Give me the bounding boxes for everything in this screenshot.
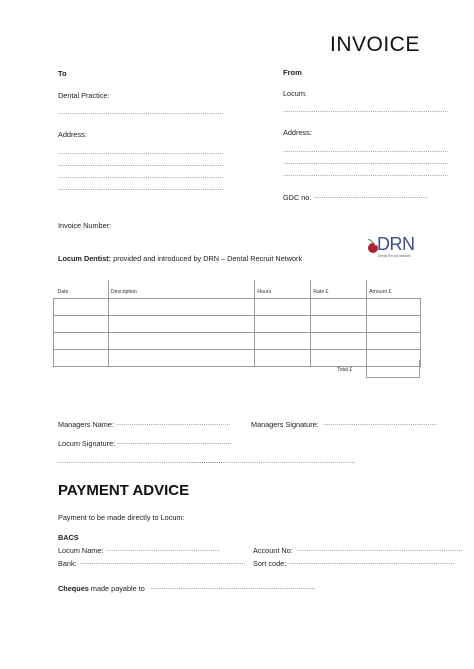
managers-name-label: Managers Name:	[58, 420, 114, 429]
to-address-line-3[interactable]: ……………………………………………………………………………	[58, 174, 224, 180]
cell-description[interactable]	[108, 299, 255, 316]
bank-label: Bank:	[58, 559, 77, 568]
bank-field[interactable]: ……………………………………………………………………………	[80, 560, 246, 566]
cell-date[interactable]	[54, 299, 109, 316]
cell-description[interactable]	[108, 316, 255, 333]
header-hours: Hours	[255, 280, 311, 299]
locum-name-field[interactable]: ……………………………………………………	[106, 547, 221, 553]
locum-dentist-text: provided and introduced by DRN – Dental Recruit Network	[113, 254, 303, 263]
dental-practice-label: Dental Practice:	[58, 91, 110, 100]
cell-rate[interactable]	[311, 333, 367, 350]
cell-rate[interactable]	[311, 350, 367, 367]
sort-code-field[interactable]: ……………………………………………………………………………	[289, 560, 455, 566]
header-date: Date	[57, 289, 69, 295]
table-header-row	[54, 280, 421, 299]
from-address-line-1[interactable]: ……………………………………………………………………………	[283, 148, 449, 154]
to-address-label: Address:	[58, 130, 87, 139]
cell-description[interactable]	[108, 333, 255, 350]
locum-dentist-line	[58, 254, 302, 263]
header-amount: Amount £	[367, 280, 421, 299]
managers-signature-field[interactable]: ……………………………………………………	[323, 421, 438, 427]
cell-description[interactable]	[108, 350, 255, 367]
total-label: Total £	[337, 367, 353, 373]
to-address-line-1[interactable]: ……………………………………………………………………………	[58, 150, 224, 156]
cell-amount[interactable]	[367, 316, 421, 333]
cheques-line	[58, 584, 145, 593]
payment-advice-title: PAYMENT ADVICE	[58, 482, 190, 499]
cell-date[interactable]	[54, 333, 109, 350]
to-address-line-2[interactable]: ……………………………………………………………………………	[58, 162, 224, 168]
locum-dentist-bold: Locum Dentist:	[58, 254, 112, 263]
gdc-field[interactable]: ……………………………………………………	[314, 194, 429, 200]
header-rate: Rate £	[311, 280, 367, 299]
cell-rate[interactable]	[311, 316, 367, 333]
cell-date[interactable]	[54, 350, 109, 367]
from-address-label: Address:	[283, 128, 312, 137]
gdc-label: GDC no.	[283, 193, 312, 202]
cell-date[interactable]	[54, 316, 109, 333]
table-row	[54, 316, 421, 333]
sort-code-label: Sort code:	[253, 559, 287, 568]
from-address-line-3[interactable]: ……………………………………………………………………………	[283, 172, 449, 178]
cell-hours[interactable]	[255, 316, 311, 333]
dental-practice-field[interactable]: ……………………………………………………………………………	[58, 110, 224, 116]
drn-logo-subtext: Dental Recruit Network	[378, 254, 411, 258]
cell-hours[interactable]	[255, 350, 311, 367]
cell-amount[interactable]	[367, 299, 421, 316]
cut-line-divider-2: ……………………………………………………………………………	[190, 459, 356, 465]
locum-label: Locum:	[283, 89, 307, 98]
drn-logo	[366, 232, 418, 262]
locum-signature-label: Locum Signature:	[58, 439, 116, 448]
locum-signature-field[interactable]: ……………………………………………………	[117, 440, 232, 446]
payment-intro: Payment to be made directly to Locum:	[58, 513, 185, 522]
total-field[interactable]	[366, 360, 420, 378]
to-heading: To	[58, 69, 67, 78]
locum-name-label: Locum Name:	[58, 546, 104, 555]
cell-hours[interactable]	[255, 333, 311, 350]
bacs-heading: BACS	[58, 533, 79, 542]
locum-field[interactable]: ……………………………………………………………………………	[283, 108, 449, 114]
cell-rate[interactable]	[311, 299, 367, 316]
to-address-line-4[interactable]: ……………………………………………………………………………	[58, 186, 224, 192]
from-heading: From	[283, 68, 302, 77]
cell-hours[interactable]	[255, 299, 311, 316]
table-row	[54, 333, 421, 350]
invoice-table	[53, 280, 421, 367]
managers-signature-label: Managers Signature:	[251, 420, 319, 429]
from-address-line-2[interactable]: ……………………………………………………………………………	[283, 160, 449, 166]
account-no-label: Account No:	[253, 546, 293, 555]
cheques-text: made payable to	[90, 584, 145, 593]
cell-amount[interactable]	[367, 333, 421, 350]
invoice-title: INVOICE	[330, 33, 420, 56]
drn-logo-text: DRN	[377, 234, 415, 254]
invoice-number-label: Invoice Number:	[58, 221, 112, 230]
account-no-field[interactable]: ……………………………………………………………………………	[297, 547, 463, 553]
cheques-bold: Cheques	[58, 584, 89, 593]
managers-name-field[interactable]: ……………………………………………………	[116, 421, 231, 427]
cheques-payee-field[interactable]: ……………………………………………………………………………	[150, 585, 316, 591]
cut-line-divider: ……………………………………………………………………………	[57, 459, 223, 465]
header-description: Description	[108, 280, 255, 299]
table-row	[54, 299, 421, 316]
